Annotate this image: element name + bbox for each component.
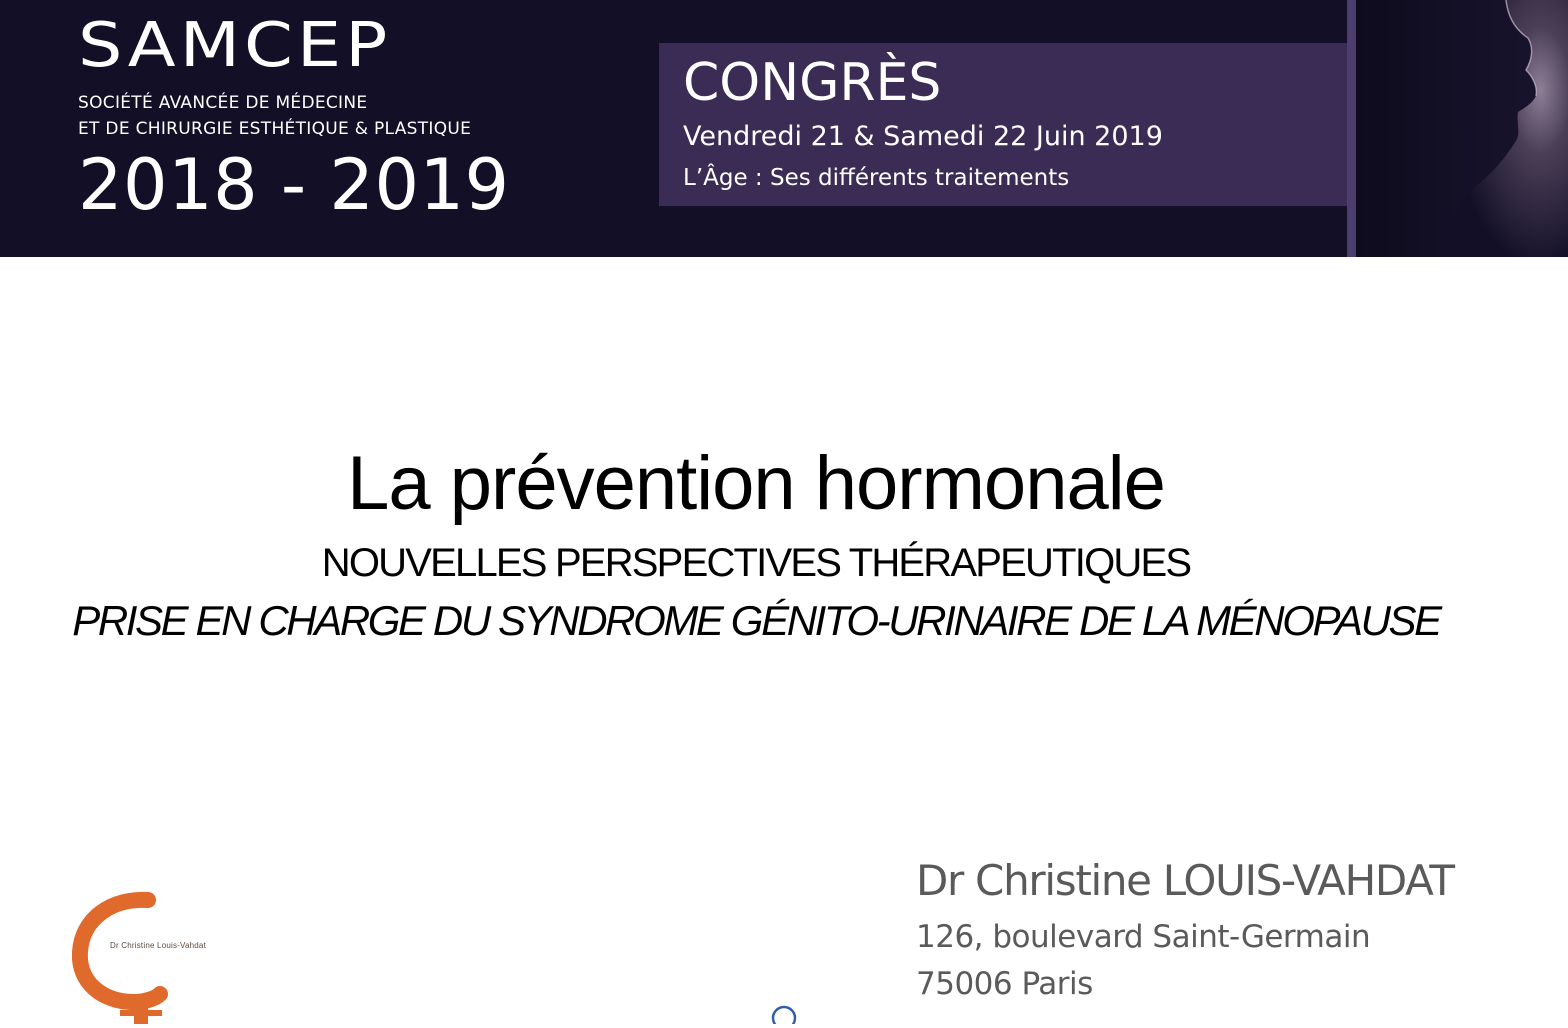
author-address-city: 75006 Paris xyxy=(916,966,1093,1002)
slide-title: La prévention hormonale xyxy=(347,441,1165,526)
congress-dates: Vendredi 21 & Samedi 22 Juin 2019 xyxy=(683,121,1163,152)
logo-symbol-icon xyxy=(72,890,232,1024)
banner-divider xyxy=(1347,0,1356,257)
brand-logo: SAMCEP xyxy=(78,8,392,81)
author-address-street: 126, boulevard Saint-Germain xyxy=(916,919,1371,955)
slide-subtitle: NOUVELLES PERSPECTIVES THÉRAPEUTIQUES xyxy=(321,541,1191,585)
years-label: 2018 - 2019 xyxy=(78,144,510,226)
tagline-line-2: ET DE CHIRURGIE ESTHÉTIQUE & PLASTIQUE xyxy=(78,119,472,139)
face-profile-image xyxy=(1356,0,1568,257)
pointer-circle-icon xyxy=(768,1004,800,1024)
doctor-logo xyxy=(72,890,232,1024)
congress-panel xyxy=(659,43,1347,206)
congress-theme: L’Âge : Ses différents traitements xyxy=(683,165,1070,191)
header-banner xyxy=(0,0,1568,257)
tagline-line-1: SOCIÉTÉ AVANCÉE DE MÉDECINE xyxy=(78,93,368,113)
author-name: Dr Christine LOUIS-VAHDAT xyxy=(916,856,1454,905)
slide-subtitle-italic: PRISE EN CHARGE DU SYNDROME GÉNITO-URINAIRE DE LA MÉNOPAUSE xyxy=(72,597,1440,644)
logo-caption: Dr Christine Louis-Vahdat xyxy=(110,941,207,950)
congress-title: CONGRÈS xyxy=(683,53,942,113)
